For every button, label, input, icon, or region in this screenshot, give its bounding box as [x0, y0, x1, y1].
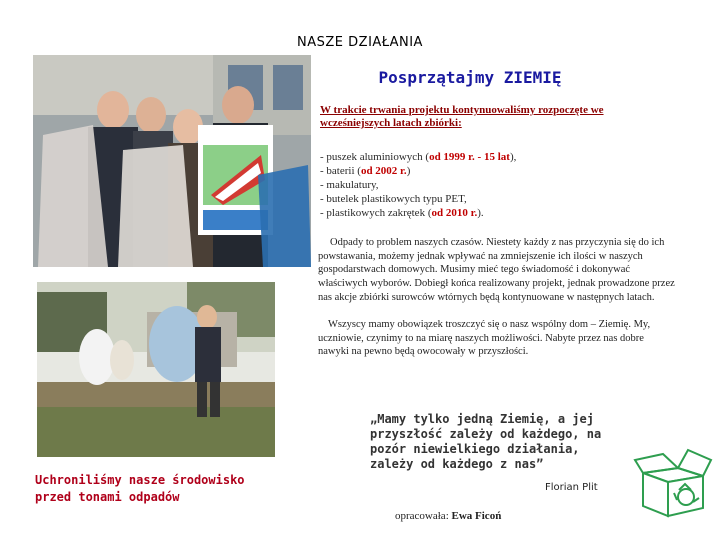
quote-author: Florian Plit [545, 482, 598, 493]
list-item: - makulatury, [320, 179, 379, 191]
list-item: - plastikowych zakrętek (od 2010 r.). [320, 207, 484, 219]
collection-list [320, 150, 660, 220]
list-item: - baterii (od 2002 r.) [320, 165, 411, 177]
photo-caption: Uchroniliśmy nasze środowisko przed tonami odpadów [35, 473, 245, 504]
page-title: Posprzątajmy ZIEMIĘ [378, 68, 562, 87]
photo-children-outdoor [37, 282, 275, 457]
list-item: - butelek plastikowych typu PET, [320, 193, 467, 205]
credit-line [395, 510, 501, 522]
intro-text: W trakcie trwania projektu kontynuowaliśmy rozpoczęte we wcześniejszych latach zbiórki: [320, 104, 604, 129]
paragraph-waste: Odpady to problem naszych czasów. Niestety każdy z nas przyczynia się do ich powstawania, możemy jednak wpływać na zmniejszenie ich ilości w naszych gospodarstwach domowych. Musimy mieć tego świadomość i dokonywać właściwych wyborów. Dobiegł końca realizowany projekt, jednak prowadzone przez nas akcje zbiórki surowców wtórnych będą kontynuowane w następnych latach. [318, 237, 675, 303]
quote-text: „Mamy tylko jedną Ziemię, a jej przyszłość zależy od każdego, na pozór niewielkiego działania, zależy od każdego z nas” [370, 412, 602, 471]
paragraph-duty: Wszyscy mamy obowiązek troszczyć się o nasz wspólny dom – Ziemię. My, uczniowie, czynimy to na miarę naszych możliwości. Nabyte przez nas dobre nawyki na pewno będą owocowały w przyszłości. [318, 319, 651, 358]
credit-label: opracowała: [395, 510, 449, 522]
credit-name: Ewa Ficoń [451, 510, 502, 522]
recycling-box-icon [633, 438, 713, 518]
list-item: - puszek aluminiowych (od 1999 r. - 15 lat), [320, 151, 517, 163]
photo-students-with-bags [33, 55, 311, 267]
page-header: NASZE DZIAŁANIA [297, 35, 423, 50]
